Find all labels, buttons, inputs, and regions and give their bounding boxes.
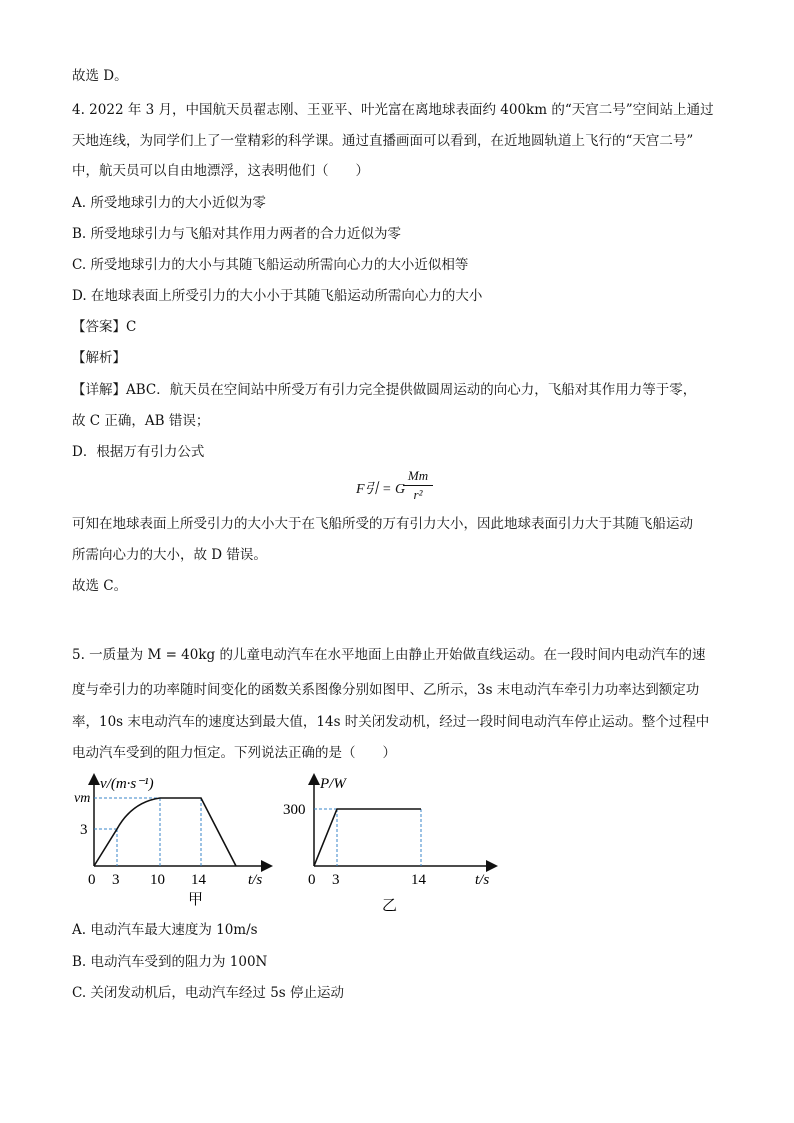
gravitation-formula <box>356 468 446 512</box>
y-tick-vm: vm <box>74 791 91 806</box>
analysis-text-4: 可知在地球表面上所受引力的大小大于在飞船所受的万有引力大小，因此地球表面引力大于其随飞船运动 <box>72 516 693 532</box>
question-5-stem: 5. 一质量为 M = 40kg 的儿童电动汽车在水平地面上由静止开始做直线运动。在一段时间内电动汽车的速 <box>72 647 706 663</box>
question-5-stem-3: 率，10s 末电动汽车的速度达到最大值，14s 时关闭发动机，经过一段时间电动汽车停止运动。整个过程中 <box>72 714 710 730</box>
x-tick-3: 3 <box>112 872 120 888</box>
fraction-bar <box>403 485 433 486</box>
analysis-text-1: 【详解】ABC．航天员在空间站中所受万有引力完全提供做圆周运动的向心力，飞船对其作用力等于零， <box>72 382 697 398</box>
caption-jia: 甲 <box>188 892 204 908</box>
graph-jia <box>70 768 280 913</box>
answer-choice: 故选 C。 <box>72 578 128 594</box>
y-tick-3: 3 <box>80 822 88 838</box>
caption-yi: 乙 <box>382 898 398 913</box>
option-d: D. 在地球表面上所受引力的大小小于其随飞船运动所需向心力的大小 <box>72 288 483 304</box>
y-tick-300: 300 <box>283 802 306 818</box>
x-axis-label: t/s <box>248 872 263 888</box>
formula-denominator: r² <box>413 487 423 502</box>
x-tick-14: 14 <box>191 872 206 888</box>
question-4-stem: 4. 2022 年 3 月，中国航天员翟志刚、王亚平、叶光富在离地球表面约 400km 的“天宫二号”空间站上通过 <box>72 102 714 118</box>
x-tick-14: 14 <box>411 872 426 888</box>
y-axis-label: P/W <box>320 776 346 792</box>
option-5c: C. 关闭发动机后，电动汽车经过 5s 停止运动 <box>72 985 345 1001</box>
x-axis-label: t/s <box>475 872 490 888</box>
analysis-text-5: 所需向心力的大小，故 D 错误。 <box>72 547 267 563</box>
formula-lhs: F引 = G <box>356 482 406 497</box>
question-5-stem-2: 度与牵引力的功率随时间变化的函数关系图像分别如图甲、乙所示，3s 末电动汽车牵引力功率达到额定功 <box>72 682 700 698</box>
velocity-curve <box>94 798 236 866</box>
answer-choice-prev: 故选 D。 <box>72 68 128 84</box>
option-a: A. 所受地球引力的大小近似为零 <box>72 195 266 211</box>
graph-yi <box>280 768 505 913</box>
option-b: B. 所受地球引力与飞船对其作用力两者的合力近似为零 <box>72 226 402 242</box>
x-tick-0: 0 <box>308 872 316 888</box>
question-4-stem-2: 天地连线，为同学们上了一堂精彩的科学课。通过直播画面可以看到，在近地圆轨道上飞行的“天宫二号” <box>72 133 694 149</box>
x-tick-3: 3 <box>332 872 340 888</box>
y-axis-label: v/(m·s⁻¹) <box>100 776 154 792</box>
power-curve <box>314 809 421 866</box>
x-tick-10: 10 <box>150 872 165 888</box>
analysis-text-3: D．根据万有引力公式 <box>72 444 205 460</box>
x-tick-0: 0 <box>88 872 96 888</box>
formula-numerator: Mm <box>407 468 429 483</box>
question-4-stem-3: 中，航天员可以自由地漂浮，这表明他们（ ） <box>72 163 369 179</box>
question-5-stem-4: 电动汽车受到的阻力恒定。下列说法正确的是（ ） <box>72 745 396 761</box>
formula-fraction <box>403 468 433 503</box>
analysis-label: 【解析】 <box>72 350 126 366</box>
option-c: C. 所受地球引力的大小与其随飞船运动所需向心力的大小近似相等 <box>72 257 469 273</box>
option-5b: B. 电动汽车受到的阻力为 100N <box>72 954 268 970</box>
analysis-text-2: 故 C 正确，AB 错误； <box>72 413 210 429</box>
option-5a: A. 电动汽车最大速度为 10m/s <box>72 922 258 938</box>
answer-label: 【答案】C <box>72 319 137 335</box>
